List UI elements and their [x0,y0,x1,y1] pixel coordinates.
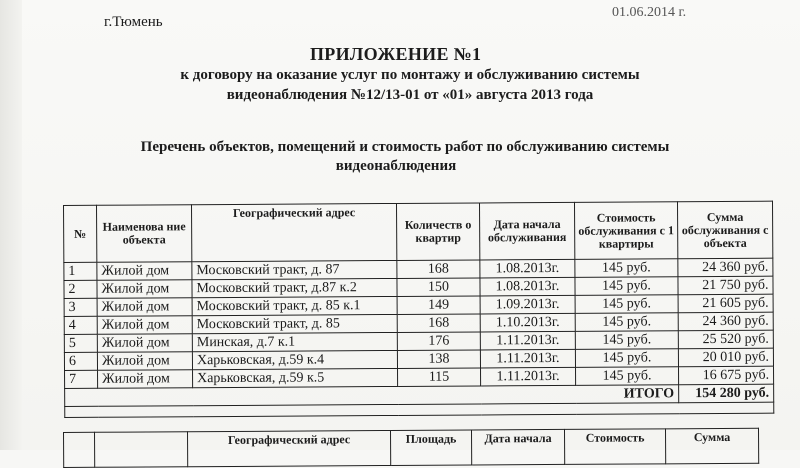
row-sum: 21 605 руб. [678,294,773,313]
row-start-date: 1.11.2013г. [481,367,576,386]
row-object-name: Жилой дом [97,262,192,281]
row-start-date: 1.11.2013г. [480,349,575,368]
city-label: г.Тюмень [104,14,163,30]
row-price-per-apartment: 145 руб. [576,367,679,386]
row-num: 1 [64,262,97,280]
row-address: Харьковская, д.59 к.5 [193,368,398,387]
header-sum: Сумма обслуживания с объекта [677,201,772,259]
table2-header-sum: Сумма [665,428,758,464]
row-apartment-count: 168 [397,314,480,333]
table2-header-area: Площадь [390,430,471,465]
second-table-header-row [64,428,759,467]
header-price: Стоимость обслуживания с 1 квартиры [574,202,677,260]
row-address: Минская, д.7 к.1 [192,332,397,351]
row-apartment-count: 150 [397,278,480,297]
header-start-date: Дата начала обслуживания [479,202,574,260]
table2-header-start-date: Дата начала [471,429,564,465]
row-price-per-apartment: 145 руб. [575,349,678,368]
row-apartment-count: 138 [397,350,480,369]
row-address: Московский тракт, д. 85 к.1 [192,296,397,315]
total-label: ИТОГО [65,385,679,407]
header-num: № [64,205,97,262]
row-price-per-apartment: 145 руб. [575,259,678,278]
row-start-date: 1.11.2013г. [480,331,575,350]
row-sum: 20 010 руб. [678,348,773,367]
row-address: Харьковская, д.59 к.4 [192,350,397,369]
row-object-name: Жилой дом [98,370,193,389]
second-table-header [63,428,759,468]
row-price-per-apartment: 145 руб. [575,331,678,350]
row-start-date: 1.08.2013г. [480,259,575,278]
header-qty: Количеств о квартир [396,203,479,261]
table2-header-address: Географический адрес [188,430,391,466]
list-heading-line2: видеонаблюдения [335,158,457,174]
row-object-name: Жилой дом [97,334,192,353]
row-price-per-apartment: 145 руб. [575,313,678,332]
row-address: Московский тракт, д. 85 [192,314,397,333]
row-apartment-count: 115 [398,368,481,387]
total-value: 154 280 руб. [679,384,774,403]
row-start-date: 1.10.2013г. [480,313,575,332]
row-num: 6 [64,352,97,370]
list-heading-line1: Перечень объектов, помещений и стоимость работ по обслуживанию системы [140,139,670,155]
contract-subtitle-line1: к договору на оказание услуг по монтажу и обслуживанию системы [180,67,640,83]
contract-subtitle-line2: видеонаблюдения №12/13-01 от «01» августа 2013 года [226,87,594,103]
row-num: 5 [64,334,97,352]
row-apartment-count: 168 [397,260,480,279]
row-price-per-apartment: 145 руб. [575,295,678,314]
header-name: Наименова ние объекта [97,205,192,263]
row-apartment-count: 176 [397,332,480,351]
table2-header-price: Стоимость [564,429,665,465]
row-object-name: Жилой дом [97,298,192,317]
row-sum: 24 360 руб. [678,312,773,331]
row-apartment-count: 149 [397,296,480,315]
objects-table [63,201,774,418]
row-sum: 24 360 руб. [678,258,773,277]
row-address: Московский тракт, д. 87 [192,260,397,279]
row-price-per-apartment: 145 руб. [575,277,678,296]
row-sum: 16 675 руб. [678,366,773,385]
row-sum: 21 750 руб. [678,276,773,295]
row-sum: 25 520 руб. [678,330,773,349]
document-date: 01.06.2014 г. [612,5,687,20]
row-num: 4 [64,316,97,334]
row-start-date: 1.08.2013г. [480,277,575,296]
row-object-name: Жилой дом [97,316,192,335]
table-header-row [64,201,773,262]
row-num: 2 [64,280,97,298]
row-object-name: Жилой дом [97,352,192,371]
row-start-date: 1.09.2013г. [480,295,575,314]
row-object-name: Жилой дом [97,280,192,299]
document-title: ПРИЛОЖЕНИЕ №1 [310,44,482,64]
row-num: 3 [64,298,97,316]
row-num: 7 [65,370,98,388]
header-address: Географический адрес [192,203,397,261]
row-address: Московский тракт, д.87 к.2 [192,278,397,297]
